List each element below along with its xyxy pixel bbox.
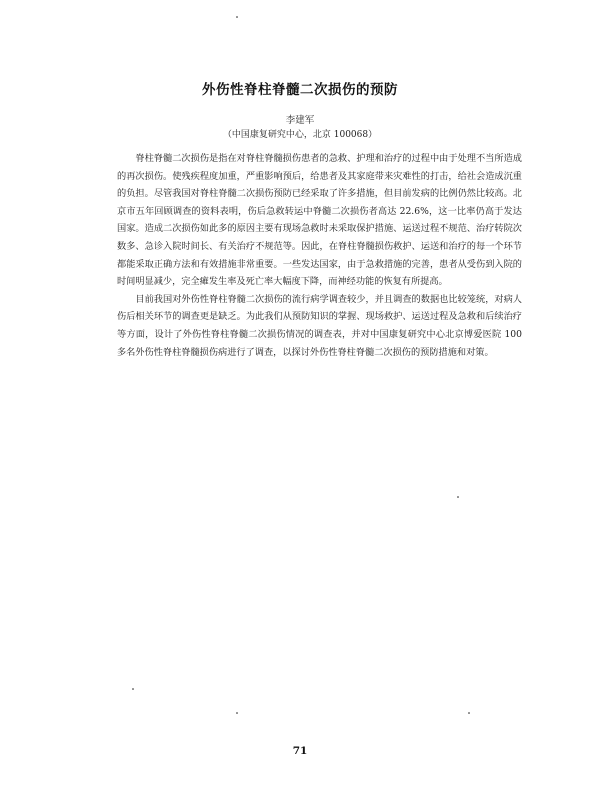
- author-affiliation: （中国康复研究中心，北京 100068）: [222, 130, 378, 140]
- page-number: 71: [292, 745, 308, 757]
- article-title: 外伤性脊柱脊髓二次损伤的预防: [202, 82, 398, 98]
- scan-speck: [236, 16, 238, 18]
- body-paragraph: 脊柱脊髓二次损伤是指在对脊柱脊髓损伤患者的急救、护理和治疗的过程中由于处理不当所造成的再次损伤。使残疾程度加重，严重影响预后，给患者及其家庭带来灾难性的打击，给社会造成沉重的负担。尽管我国对脊柱脊髓二次损伤预防已经采取了许多措施，但目前发病的比例仍然比较高。北京市五年回顾调查的资料表明，伤后急救转运中脊髓二次损伤者高达 22.6%，这一比率仍高于发达国家。造成二次损伤如此多的原因主要有现场急救时未采取保护措施、运送过程不规范、治疗转院次数多、急诊入院时间长、有关治疗不规范等。因此，在脊柱脊髓损伤救护、运送和治疗的每一个环节都能采取正确方法和有效措施非常重要。一些发达国家，由于急救措施的完善，患者从受伤到入院的时间明显减少，完全瘫发生率及死亡率大幅度下降，而神经功能的恢复有所提高。: [117, 153, 522, 288]
- scan-speck: [468, 712, 470, 714]
- article-body: [117, 150, 522, 361]
- author-name: 李建军: [285, 115, 315, 126]
- scan-speck: [236, 712, 238, 714]
- body-paragraph: 目前我国对外伤性脊柱脊髓二次损伤的流行病学调查较少，并且调查的数据也比较笼统，对病人伤后相关环节的调查更是缺乏。为此我们从预防知识的掌握、现场救护、运送过程及急救和后续治疗等方面，设计了外伤性脊柱脊髓二次损伤情况的调查表，并对中国康复研究中心北京博爱医院 100 多名外伤性脊柱脊髓损伤病进行了调查，以探讨外伤性脊柱脊髓二次损伤的预防措施和对策。: [117, 293, 522, 358]
- scan-speck: [457, 496, 459, 498]
- scan-speck: [132, 688, 134, 690]
